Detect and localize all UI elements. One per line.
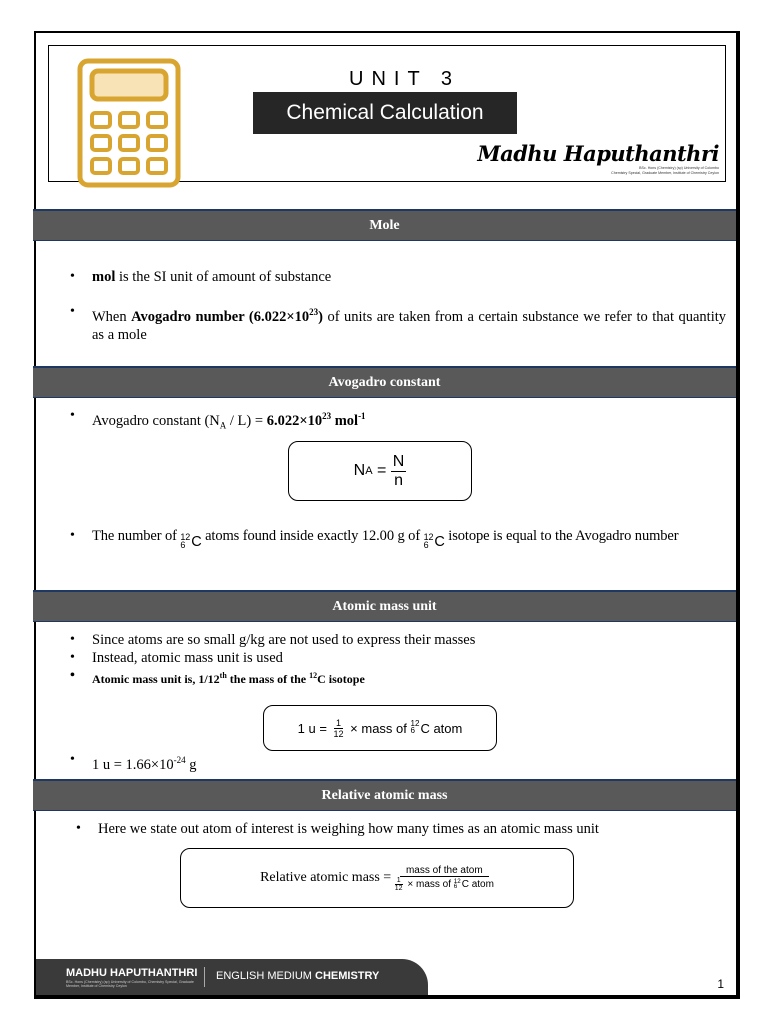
footer-brand: MADHU HAPUTHANTHRI xyxy=(66,967,198,979)
amu-formula-box: 1 u = $\frac{1}{12}$ × mass of 12 6 C atom xyxy=(263,705,497,751)
signature-credentials-1: BSc. Hons (Chemistry) (sp) University of Colombo xyxy=(639,166,719,170)
mole-bullet-2: • When Avogadro number $(6.022\times 10^{23})$ of units are taken from a certain substance we refer to that quantity as a mole xyxy=(92,303,726,344)
author-signature xyxy=(477,141,719,175)
amu-bullet-3: • Atomic mass unit is, 1/12th the mass of the $^{12}$C isotope xyxy=(92,667,726,688)
footer-banner xyxy=(36,959,428,995)
section-heading-avogadro: Avogadro constant xyxy=(33,366,736,398)
signature-name: Madhu Haputhanthri xyxy=(477,141,719,166)
unit-label: UNIT 3 xyxy=(349,68,460,90)
signature-credentials-2: Chemistry Special, Graduate Member, Institute of Chemistry Ceylon xyxy=(611,170,719,175)
section-heading-relative-atomic-mass: Relative atomic mass xyxy=(33,779,736,811)
amu-bullet-2: • Instead, atomic mass unit is used xyxy=(92,649,726,667)
header-box xyxy=(48,45,726,182)
relative-formula-box: Relative atomic mass = mass of the atom $\frac{1}{12}$ × mass of 12 6 C atom xyxy=(180,848,574,908)
footer-tagline: ENGLISH MEDIUM CHEMISTRY xyxy=(216,970,380,982)
footer-credentials: BSc. Hons (Chemistry) (sp) University of Colombo, Chemistry Special, Graduate Member, Institute of Chemistry Ceylon xyxy=(66,980,194,989)
amu-bullet-1: • Since atoms are so small g/kg are not used to express their masses xyxy=(92,631,726,649)
document-page xyxy=(34,31,740,999)
avogadro-formula-box: N A = $\frac{N}{n}$ xyxy=(288,441,472,501)
avogadro-bullet-1: • Avogadro constant $(N_A / L) = 6.022\times 10^{23}$ mol$^{-1}$ xyxy=(92,407,726,435)
section-heading-mole: Mole xyxy=(33,209,736,241)
amu-bullet-4: • 1 $u = 1.66\times 10^{-24}$ g xyxy=(92,751,726,774)
page-title: Chemical Calculation xyxy=(253,92,517,134)
calculator-icon xyxy=(77,58,181,188)
relative-bullet-1: • Here we state out atom of interest is weighing how many times as an atomic mass unit xyxy=(98,820,726,838)
page-number: 1 xyxy=(717,977,724,991)
avogadro-bullet-2: • The number of 12 6 C atoms found inside exactly 12.00 g of 12 6 C isotope is equal to the Avogadro number xyxy=(92,527,728,551)
mole-bullet-1: • mol is the SI unit of amount of substance xyxy=(92,268,726,286)
section-heading-amu: Atomic mass unit xyxy=(33,590,736,622)
footer-divider xyxy=(204,967,205,987)
